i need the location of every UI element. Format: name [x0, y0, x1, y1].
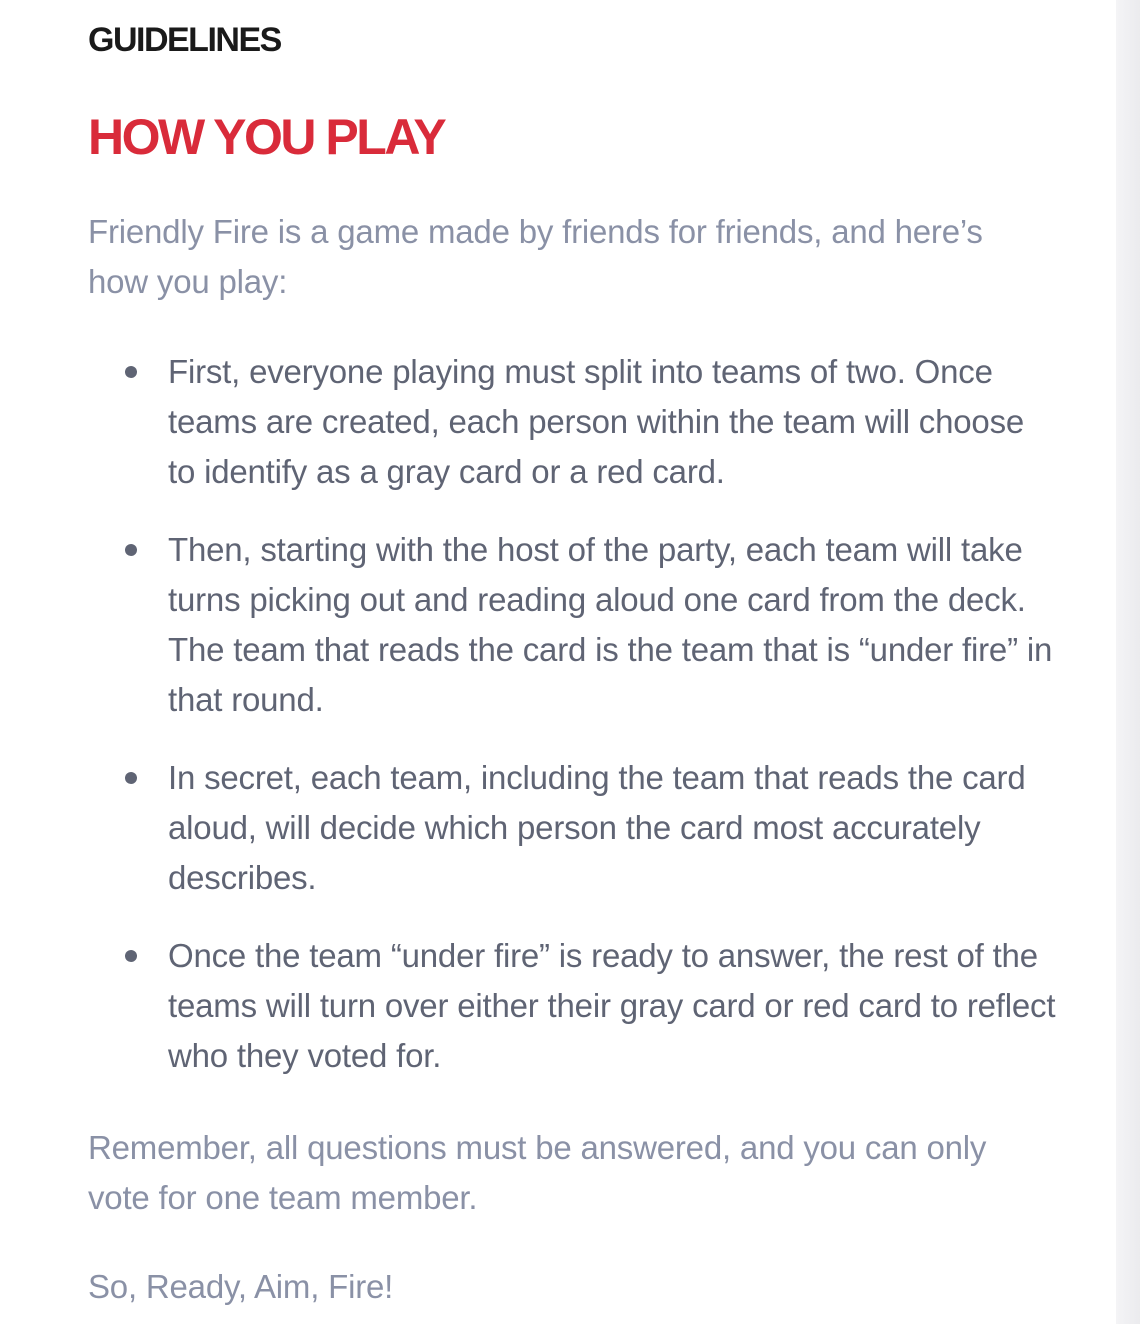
bullet-icon [125, 772, 137, 784]
list-item [168, 525, 1058, 725]
bullet-icon [125, 544, 137, 556]
rule-text: In secret, each team, including the team that reads the card aloud, will decide which person the card most accurately describes. [168, 759, 1026, 896]
rule-text: Once the team “under fire” is ready to answer, the rest of the teams will turn over either their gray card or red card to reflect who they voted for. [168, 937, 1056, 1074]
intro-paragraph: Friendly Fire is a game made by friends for friends, and here’s how you play: [88, 213, 983, 300]
bullet-icon [125, 366, 137, 378]
list-item [168, 347, 1058, 497]
closing-paragraph: So, Ready, Aim, Fire! [88, 1268, 394, 1305]
bullet-icon [125, 950, 137, 962]
scrollbar-track[interactable] [1116, 0, 1140, 1324]
page-heading: HOW YOU PLAY [88, 109, 445, 165]
rule-text: First, everyone playing must split into teams of two. Once teams are created, each person within the team will choose to identify as a gray card or a red card. [168, 353, 1025, 490]
section-label: GUIDELINES [88, 21, 281, 59]
list-item [168, 931, 1058, 1081]
rule-text: Then, starting with the host of the party, each team will take turns picking out and reading aloud one card from the deck. The team that reads the card is the team that is “under fire” in that round. [168, 531, 1053, 718]
remember-paragraph: Remember, all questions must be answered, and you can only vote for one team member. [88, 1129, 987, 1216]
list-item [168, 753, 1058, 903]
